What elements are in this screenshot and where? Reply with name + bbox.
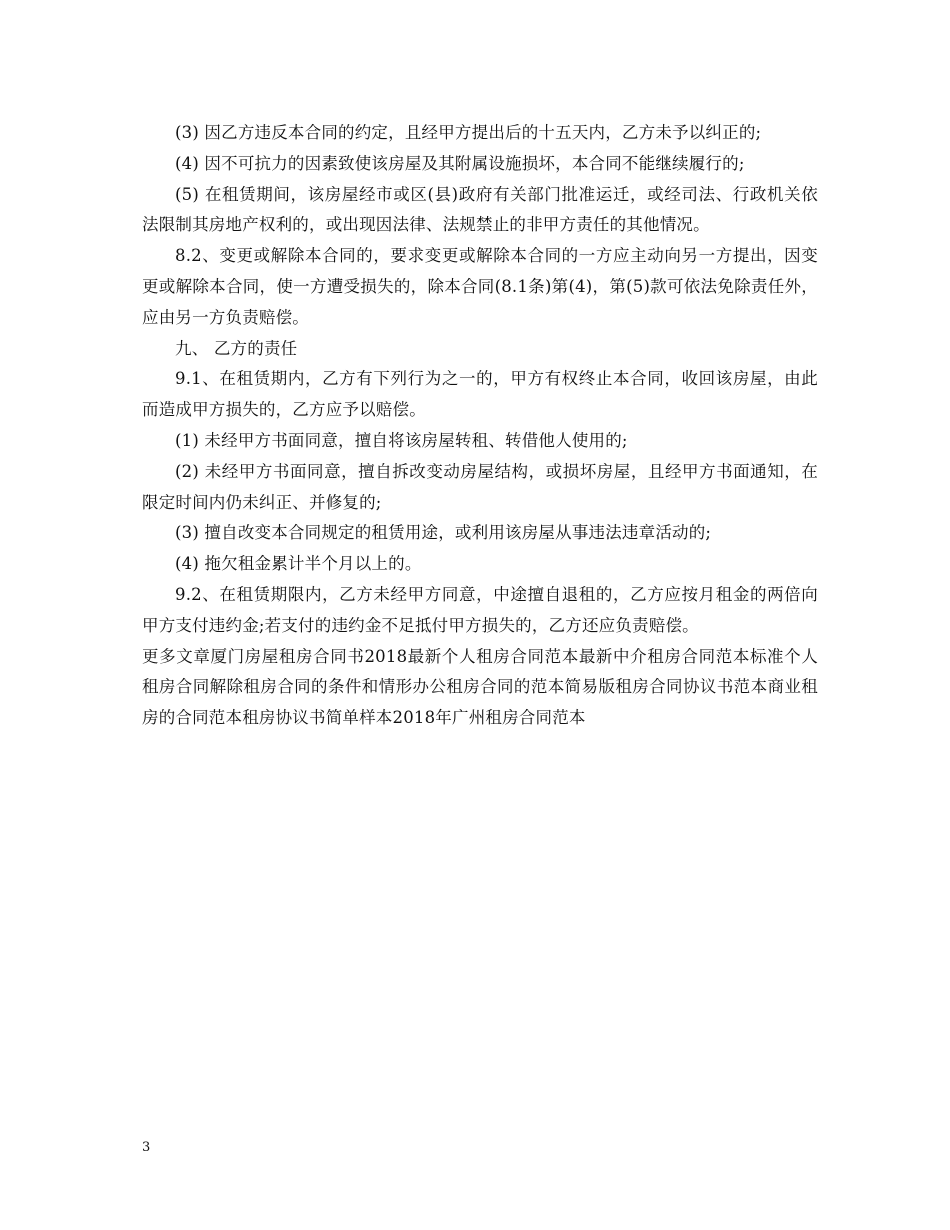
clause-9-1: 9.1、在租赁期内，乙方有下列行为之一的，甲方有权终止本合同，收回该房屋，由此而造成甲方损失的，乙方应予以赔偿。	[142, 369, 818, 420]
clause-9-1-item-2: (2) 未经甲方书面同意，擅自拆改变动房屋结构，或损坏房屋，且经甲方书面通知，在限定时间内仍未纠正、并修复的;	[142, 461, 818, 512]
section-heading-9: 九、 乙方的责任	[175, 338, 298, 358]
clause-8-1-item-4: (4) 因不可抗力的因素致使该房屋及其附属设施损坏，本合同不能继续履行的;	[175, 153, 745, 173]
clause-9-2: 9.2、在租赁期限内，乙方未经甲方同意，中途擅自退租的，乙方应按月租金的两倍向甲方支付违约金;若支付的违约金不足抵付甲方损失的，乙方还应负责赔偿。	[142, 584, 818, 635]
clause-9-1-item-1: (1) 未经甲方书面同意，擅自将该房屋转租、转借他人使用的;	[175, 430, 628, 450]
clause-9-1-item-4: (4) 拖欠租金累计半个月以上的。	[175, 554, 422, 574]
more-articles-text: 更多文章厦门房屋租房合同书2018最新个人租房合同范本最新中介租房合同范本标准个人租房合同解除租房合同的条件和情形办公租房合同的范本简易版租房合同协议书范本商业租房的合同范本租房协议书简单样本2018年广州租房合同范本	[142, 646, 818, 728]
clause-8-1-item-5: (5) 在租赁期间，该房屋经市或区(县)政府有关部门批准运迁，或经司法、行政机关依法限制其房地产权利的，或出现因法律、法规禁止的非甲方责任的其他情况。	[142, 184, 818, 235]
clause-9-1-item-3: (3) 擅自改变本合同规定的租赁用途，或利用该房屋从事违法违章活动的;	[175, 523, 712, 543]
clause-8-2: 8.2、变更或解除本合同的，要求变更或解除本合同的一方应主动向另一方提出，因变更或解除本合同，使一方遭受损失的，除本合同(8.1条)第(4)，第(5)款可依法免除责任外，应由另一方负责赔偿。	[142, 246, 818, 327]
clause-8-1-item-3: (3) 因乙方违反本合同的约定，且经甲方提出后的十五天内，乙方未予以纠正的;	[175, 123, 762, 142]
document-body	[142, 118, 818, 734]
page-number: 3	[142, 1140, 151, 1155]
